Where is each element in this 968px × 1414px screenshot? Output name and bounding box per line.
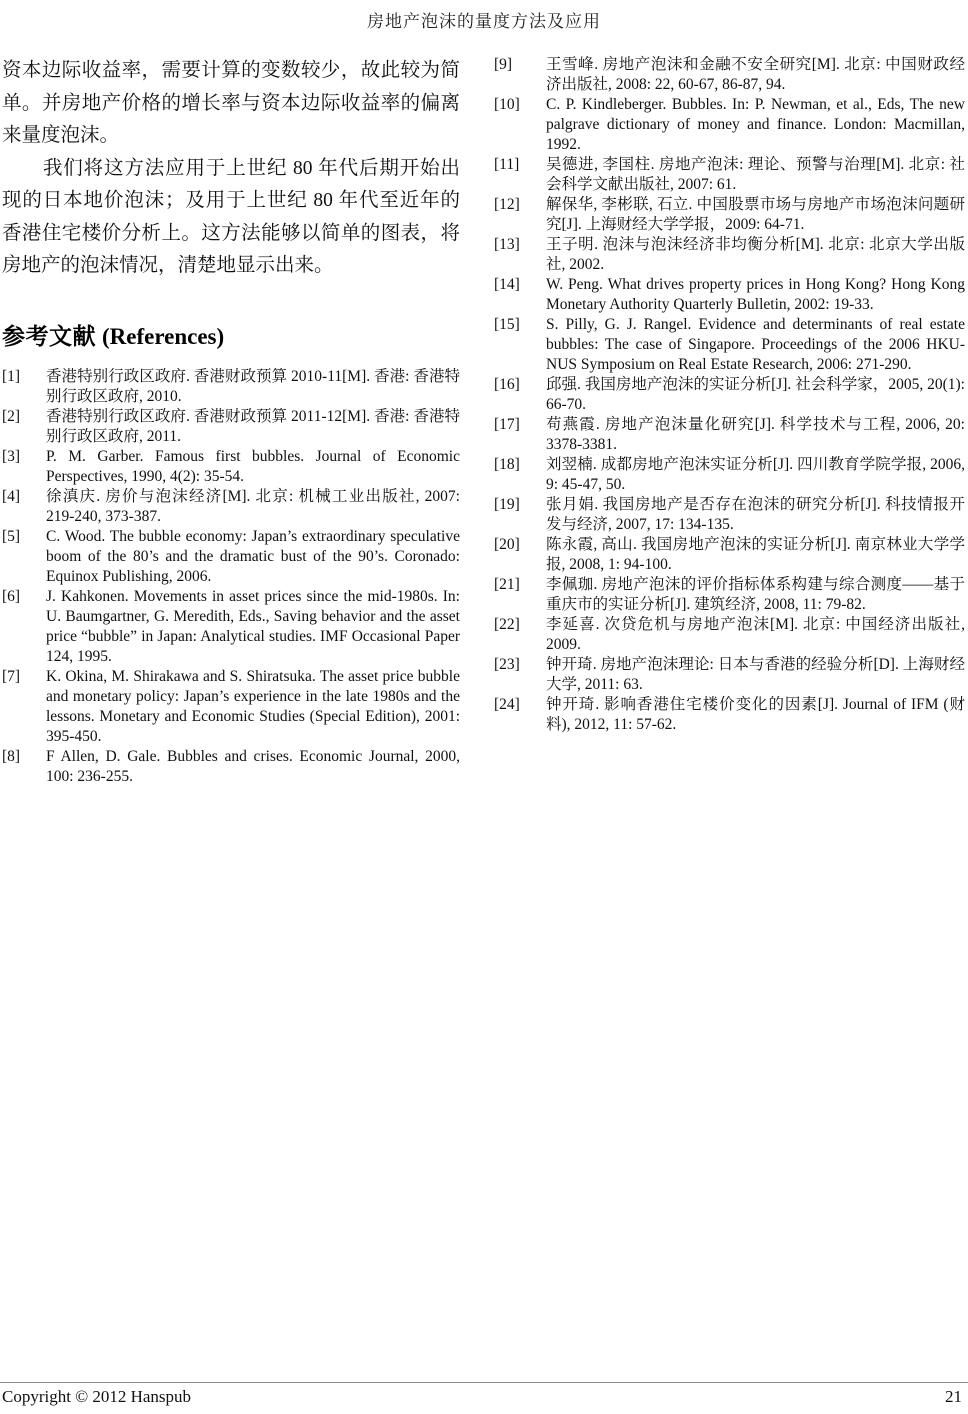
reference-item xyxy=(494,275,965,315)
reference-label: [16] xyxy=(494,376,520,393)
reference-text: K. Okina, M. Shirakawa and S. Shiratsuka. The asset price bubble and monetary policy: Japan’s experience in the late 1980s and the lessons. Monetary and Economic Studies (Special Edition), 2001: 395-450. xyxy=(46,667,460,745)
reference-item xyxy=(494,575,965,615)
reference-label: [22] xyxy=(494,616,520,633)
reference-label: [10] xyxy=(494,96,520,113)
reference-text: 李延喜. 次贷危机与房地产泡沫[M]. 北京: 中国经济出版社, 2009. xyxy=(546,616,965,653)
reference-item xyxy=(494,315,965,375)
reference-text: 吴德进, 李国柱. 房地产泡沫: 理论、预警与治理[M]. 北京: 社会科学文献出版社, 2007: 61. xyxy=(546,156,965,193)
reference-label: [3] xyxy=(2,447,21,465)
running-title: 房地产泡沫的量度方法及应用 xyxy=(367,12,601,31)
page-footer xyxy=(0,1382,968,1414)
intro-paragraph: 我们将这方法应用于上世纪 80 年代后期开始出现的日本地价泡沫；及用于上世纪 80 年代至近年的香港住宅楼价分析上。这方法能够以简单的图表，将房地产的泡沫情况，清楚地显示出来。 xyxy=(2,157,460,276)
right-column xyxy=(494,55,965,787)
reference-label: [23] xyxy=(494,656,520,673)
reference-text: 邱强. 我国房地产泡沫的实证分析[J]. 社会科学家，2005, 20(1): 66-70. xyxy=(546,376,965,413)
reference-text: F Allen, D. Gale. Bubbles and crises. Economic Journal, 2000, 100: 236-255. xyxy=(46,747,460,785)
reference-label: [1] xyxy=(2,367,21,385)
reference-text: 香港特别行政区政府. 香港财政预算 2011-12[M]. 香港: 香港特别行政区政府, 2011. xyxy=(46,407,460,445)
reference-text: 钟开琦. 影响香港住宅楼价变化的因素[J]. Journal of IFM (财料), 2012, 11: 57-62. xyxy=(546,696,965,733)
reference-text: 解保华, 李彬联, 石立. 中国股票市场与房地产市场泡沫问题研究[J]. 上海财经大学学报，2009: 64-71. xyxy=(546,196,965,233)
reference-item xyxy=(494,695,965,735)
reference-item xyxy=(494,235,965,275)
reference-item xyxy=(494,95,965,155)
reference-item xyxy=(494,415,965,455)
left-column xyxy=(2,55,460,787)
reference-item xyxy=(2,667,460,747)
two-column-body xyxy=(0,55,968,787)
reference-item xyxy=(494,615,965,655)
references-list-left xyxy=(2,367,460,787)
reference-text: J. Kahkonen. Movements in asset prices since the mid-1980s. In: U. Baumgartner, G. Meredith, Eds., Saving behavior and the asset price “bubble” in Japan: Analytical studies. IMF Occasional Paper 124, 1995. xyxy=(46,587,460,665)
reference-item xyxy=(494,455,965,495)
copyright-text: Copyright © 2012 Hanspub xyxy=(2,1387,192,1406)
reference-text: 香港特别行政区政府. 香港财政预算 2010-11[M]. 香港: 香港特别行政区政府, 2010. xyxy=(46,367,460,405)
reference-text: 徐滇庆. 房价与泡沫经济[M]. 北京: 机械工业出版社, 2007: 219-240, 373-387. xyxy=(46,487,460,525)
reference-text: 刘翌楠. 成都房地产泡沫实证分析[J]. 四川教育学院学报, 2006, 9: 45-47, 50. xyxy=(546,456,965,493)
references-heading-en: (References) xyxy=(102,323,225,349)
page-header xyxy=(0,0,968,48)
reference-label: [12] xyxy=(494,196,520,213)
reference-item xyxy=(494,375,965,415)
reference-item xyxy=(2,367,460,407)
reference-label: [18] xyxy=(494,456,520,473)
references-heading-zh: 参考文献 xyxy=(2,323,96,349)
reference-text: 王子明. 泡沫与泡沫经济非均衡分析[M]. 北京: 北京大学出版社, 2002. xyxy=(546,236,965,273)
reference-item xyxy=(494,55,965,95)
reference-label: [15] xyxy=(494,316,520,333)
reference-text: 张月娟. 我国房地产是否存在泡沫的研究分析[J]. 科技情报开发与经济, 2007, 17: 134-135. xyxy=(546,496,965,533)
reference-item xyxy=(2,487,460,527)
reference-item xyxy=(494,655,965,695)
reference-label: [19] xyxy=(494,496,520,513)
reference-item xyxy=(2,587,460,667)
reference-text: C. Wood. The bubble economy: Japan’s extraordinary speculative boom of the 80’s and the dramatic bust of the 90’s. Coronado: Equinox Publishing, 2006. xyxy=(46,527,460,585)
reference-text: 钟开琦. 房地产泡沫理论: 日本与香港的经验分析[D]. 上海财经大学, 2011: 63. xyxy=(546,656,965,693)
reference-text: P. M. Garber. Famous first bubbles. Journal of Economic Perspectives, 1990, 4(2): 35-54. xyxy=(46,447,460,485)
reference-text: 陈永霞, 高山. 我国房地产泡沫的实证分析[J]. 南京林业大学学报, 2008, 1: 94-100. xyxy=(546,536,965,573)
reference-item xyxy=(2,447,460,487)
intro-paragraphs xyxy=(2,55,460,283)
reference-label: [11] xyxy=(494,156,520,173)
reference-label: [6] xyxy=(2,587,21,605)
references-list-right xyxy=(494,55,965,735)
reference-label: [5] xyxy=(2,527,21,545)
reference-item xyxy=(494,195,965,235)
reference-text: W. Peng. What drives property prices in Hong Kong? Hong Kong Monetary Authority Quarterly Bulletin, 2002: 19-33. xyxy=(546,276,965,313)
reference-label: [13] xyxy=(494,236,520,253)
reference-label: [7] xyxy=(2,667,21,685)
reference-item xyxy=(494,535,965,575)
reference-item xyxy=(2,527,460,587)
reference-label: [4] xyxy=(2,487,21,505)
reference-item xyxy=(2,747,460,787)
reference-text: C. P. Kindleberger. Bubbles. In: P. Newman, et al., Eds, The new palgrave dictionary of money and finance. London: Macmillan, 1992. xyxy=(546,96,965,153)
references-heading xyxy=(2,323,460,351)
reference-item xyxy=(494,495,965,535)
reference-label: [20] xyxy=(494,536,520,553)
reference-text: S. Pilly, G. J. Rangel. Evidence and determinants of real estate bubbles: The case of Singapore. Proceedings of the 2006 HKU-NUS Symposium on Real Estate Research, 2006: 271-290. xyxy=(546,316,965,373)
reference-item xyxy=(2,407,460,447)
reference-label: [24] xyxy=(494,696,520,713)
reference-label: [17] xyxy=(494,416,520,433)
reference-text: 苟燕霞. 房地产泡沫量化研究[J]. 科学技术与工程, 2006, 20: 3378-3381. xyxy=(546,416,965,453)
reference-label: [8] xyxy=(2,747,21,765)
reference-text: 李佩珈. 房地产泡沫的评价指标体系构建与综合测度——基于重庆市的实证分析[J]. 建筑经济, 2008, 11: 79-82. xyxy=(546,576,965,613)
reference-label: [2] xyxy=(2,407,21,425)
page-number: 21 xyxy=(945,1387,962,1406)
reference-item xyxy=(494,155,965,195)
intro-paragraph: 资本边际收益率，需要计算的变数较少，故此较为简单。并房地产价格的增长率与资本边际收益率的偏离来量度泡沫。 xyxy=(2,60,460,146)
reference-text: 王雪峰. 房地产泡沫和金融不安全研究[M]. 北京: 中国财政经济出版社, 2008: 22, 60-67, 86-87, 94. xyxy=(546,56,965,93)
reference-label: [21] xyxy=(494,576,520,593)
reference-label: [14] xyxy=(494,276,520,293)
reference-label: [9] xyxy=(494,56,513,73)
